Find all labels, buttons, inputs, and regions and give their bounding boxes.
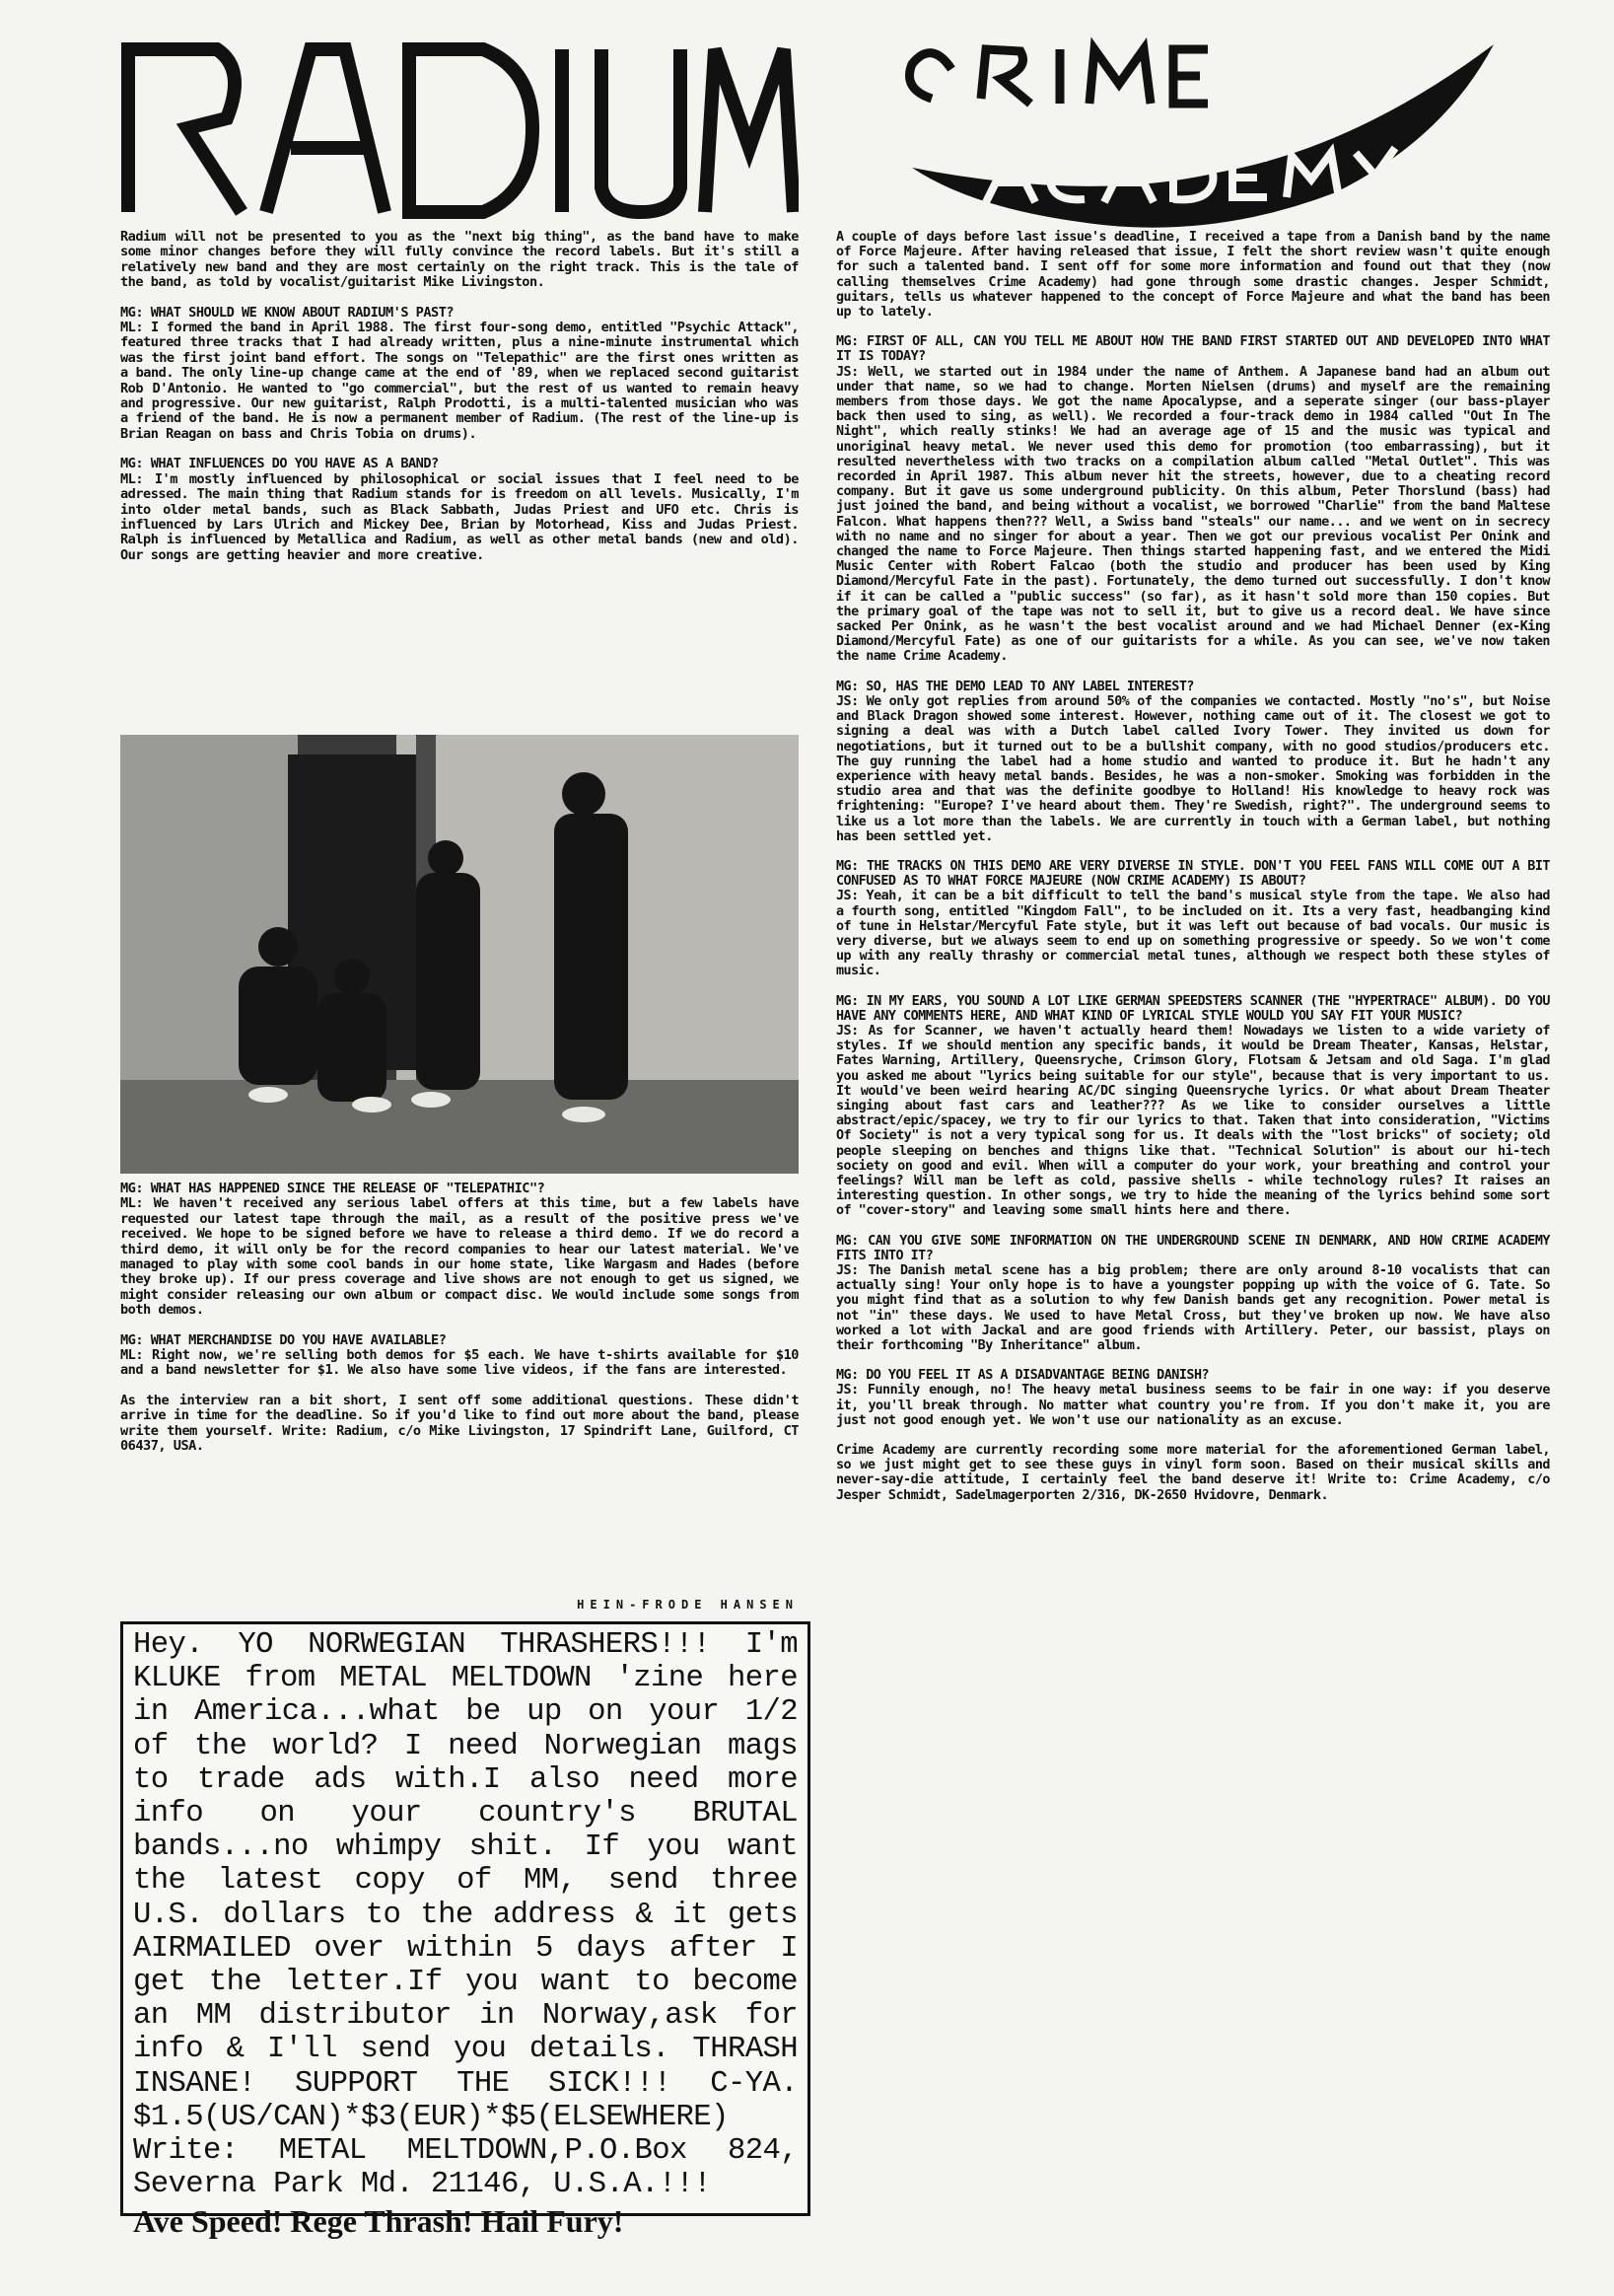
- crime-qa-diverse-style: MG: THE TRACKS ON THIS DEMO ARE VERY DIVERSE IN STYLE. DON'T YOU FEEL FANS WILL COME OUT A BIT CONFUSED AS TO WHAT FORCE MAJEURE (NOW CRIME ACADEMY) IS ABOUT? JS: Yeah, it can be a bit difficult to tell the band's musical style from the tape. We also had a fourth song, entitled "Kingdom Fall", to be included on it. Its a very fast, headbanging kind of tune in Helstar/Mercyful Fate style, but it was left out because of bad vocals. Our music is very diverse, but we always seem to end up on something progressive or speedy. So we won't come up with any really thrashy or commercial metal tunes, although we respect both these styles of music.: [836, 858, 1550, 979]
- ad-slogan: Ave Speed! Rege Thrash! Hail Fury!: [133, 2203, 624, 2240]
- radium-qa-past: MG: WHAT SHOULD WE KNOW ABOUT RADIUM'S PAST? ML: I formed the band in April 1988. The first four-song demo, entitled "Psychic Attack", featured three tracks that I had already written, plus a nine-minute instrumental which was the first joint band effort. The songs on "Telepathic" are the first ones written as a band. The only line-up change came at the end of '89, when we replaced second guitarist Rob D'Antonio. He wanted to "go commercial", but the rest of us wanted to remain heavy and progressive. Our new guitarist, Ralph Prodotti, is a multi-talented musician who was a friend of the band. He is now a permanent member of Radium. (The rest of the line-up is Brian Reagan on bass and Chris Tobia on drums).: [120, 304, 799, 442]
- radium-band-photo: [120, 735, 799, 1174]
- crime-academy-article: [836, 230, 1550, 1518]
- crime-qa-danish-scene: MG: CAN YOU GIVE SOME INFORMATION ON THE UNDERGROUND SCENE IN DENMARK, AND HOW CRIME ACADEMY FITS INTO IT? JS: The Danish metal scene has a big problem; there are only around 8-10 vocalists that can actually sing! Your only hope is to have a youngster popping up with the voice of G. Tate. So you might find that as a solution to why few Danish bands get any recognition. Power metal is not "in" these days. We used to have Metal Cross, but they've broken up now. We have also worked a lot with Jackal and are good friends with Artillery. Peter, our bassist, plays on their forthcoming "By Inheritance" album.: [836, 1233, 1550, 1354]
- crime-academy-logo: [892, 30, 1504, 232]
- crime-intro: A couple of days before last issue's deadline, I received a tape from a Danish band by the name of Force Majeure. After having released that issue, I felt the short review wasn't quite enough for such a talented band. I sent off for some more information and found out that they (now calling themselves Crime Academy) had gone through some drastic changes. Jesper Schmidt, guitars, tells us whatever happened to the concept of Force Majeure and what the band has been up to lately.: [836, 230, 1550, 321]
- radium-logo: [108, 30, 799, 222]
- radium-qa-merchandise: MG: WHAT MERCHANDISE DO YOU HAVE AVAILABLE? ML: Right now, we're selling both demos for $5 each. We have t-shirts available for $10 and a band newsletter for $1. We also have some live videos, if the fans are interested.: [120, 1331, 799, 1379]
- crime-qa-label-interest: MG: SO, HAS THE DEMO LEAD TO ANY LABEL INTEREST? JS: We only got replies from around 50% of the companies we contacted. Mostly "no's", but Noise and Black Dragon showed some interest. However, nothing came out of it. The closest we got to signing a deal was with a Dutch label called Ivory Tower. They invited us down for negotiations, but it turned out to be a bullshit company, with no good studios/producers etc. The guy running the label had a home studio and wanted to produce it. But he hadn't any experience with heavy metal bands. Besides, he was a non-smoker. Smoking was forbidden in the studio area and that was the definite goodbye to Holland! His knowledge to heavy rock was frightening: "Europe? I've heard about them. They're Swedish, right?". The underground seems to like us a lot more than the labels. We are currently in touch with a German label, but nothing has been settled yet.: [836, 679, 1550, 844]
- crime-outro: Crime Academy are currently recording some more material for the aforementioned German label, so we just might get to see these guys in vinyl form soon. Based on their musical skills and never-say-die attitude, I certainly feel the band deserve it! Write to: Crime Academy, c/o Jesper Schmidt, Sadelmagerporten 2/316, DK-2650 Hvidovre, Denmark.: [836, 1443, 1550, 1503]
- author-signature: HEIN-FRODE HANSEN: [577, 1598, 799, 1612]
- metal-meltdown-ad: [120, 1621, 810, 2240]
- radium-article: [120, 230, 799, 578]
- crime-academy-logo-text: CRIME ACADEMY: [892, 30, 900, 31]
- radium-intro: Radium will not be presented to you as the "next big thing", as the band have to make some minor changes before they will fully convince the record labels. But it's still a relatively new band and they are most certainly on the right track. This is the tale of the band, as told by vocalist/guitarist Mike Livingston.: [120, 229, 799, 291]
- crime-qa-history: MG: FIRST OF ALL, CAN YOU TELL ME ABOUT HOW THE BAND FIRST STARTED OUT AND DEVELOPED INTO WHAT IT IS TODAY? JS: Well, we started out in 1984 under the name of Anthem. A Japanese band had an album out under that name, so we had to change. Morten Nielsen (drums) and myself are the remaining members from those days. We got the name Apocalypse, and a seperate singer (our bass-player back then used to sing, as well). We recorded a four-track demo in 1984 called "Out In The Night", which really stinks! We had an average age of 15 and the music was typical and unoriginal heavy metal. We never used this demo for promotion (too embarrassing), but it resulted nevertheless with two tracks on a compilation album called "Metal Outlet". This was recorded in April 1987. This album never hit the streets, however, due to a cheating record company. But it gave us some underground publicity. On this album, Peter Thorslund (bass) had just joined the band, and being without a vocalist, we borrowed "Charlie" from the band Maltese Falcon. What happens then??? Well, a Swiss band "steals" our name... and we went on in secrecy with no name and no singer for about a year. Then we got our previous vocalist Per Onink and changed the name to Force Majeure. Then things started happening fast, and we entered the Midi Music Center with Robert Falcao (both the studio and producer has been used by King Diamond/Mercyful Fate in the past). Fortunately, the demo turned out successfully. I don't know if it can be called a "public success" (so far), as it hasn't sold more than 150 copies. But the primary goal of the tape was not to sell it, but to give us a record deal. We have since sacked Per Onink, as he wasn't the best vocalist around and we had Michael Denner (ex-King Diamond/Mercyful Fate) as one of our guitarists for a while. As you can see, we've now taken the name Crime Academy.: [836, 334, 1550, 665]
- radium-qa-influences: MG: WHAT INFLUENCES DO YOU HAVE AS A BAND? ML: I'm mostly influenced by philosophical or social issues that I feel need to be adressed. The main thing that Radium stands for is freedom on all levels. Musically, I'm into older metal bands, such as Black Sabbath, Judas Priest and UFO etc. Chris is influenced by Lars Ulrich and Mickey Dee, Brian by Motorhead, Kiss and Judas Priest. Ralph is influenced by Metallica and Radium, as well as other metal bands (new and old). Our songs are getting heavier and more creative.: [120, 456, 799, 563]
- ad-text: Hey. YO NORWEGIAN THRASHERS!!! I'm KLUKE from METAL MELTDOWN 'zine here in America...what be up on your 1/2 of the world? I need Norwegian mags to trade ads with.I also need more info on your country's BRUTAL bands...no whimpy shit. If you want the latest copy of MM, send three U.S. dollars to the address & it gets AIRMAILED over within 5 days after I get the letter.If you want to become an MM distributor in Norway,ask for info & I'll send you details. THRASH INSANE! SUPPORT THE SICK!!! C-YA. $1.5(US/CAN)*$3(EUR)*$5(ELSEWHERE) Write: METAL MELTDOWN,P.O.Box 824, Severna Park Md. 21146, U.S.A.!!!: [133, 1628, 798, 2202]
- crime-qa-disadvantage: MG: DO YOU FEEL IT AS A DISADVANTAGE BEING DANISH? JS: Funnily enough, no! The heavy metal business seems to be fair in one way: if you deserve it, you'll break through. No matter what country you're from. If you don't make it, you are just not good enough yet. We won't use our nationality as an excuse.: [836, 1368, 1550, 1428]
- crime-qa-lyrics: MG: IN MY EARS, YOU SOUND A LOT LIKE GERMAN SPEEDSTERS SCANNER (THE "HYPERTRACE" ALBUM). DO YOU HAVE ANY COMMENTS HERE, AND WHAT KIND OF LYRICAL STYLE WOULD YOU SAY FIT YOUR MUSIC? JS: As for Scanner, we haven't actually heard them! Nowadays we listen to a wide variety of styles. If we should mention any specific bands, it would be Dream Theater, Kansas, Helstar, Fates Warning, Artillery, Queensryche, Crimson Glory, Flotsam & Jetsam and old Saga. I'm glad you asked me about "lyrics being suitable for our style", because that is very important to us. It would've been weird hearing AC/DC singing Queensryche lyrics. Or what about Dream Theater singing about fast cars and leather??? As we like to consider ourselves a little abstract/epic/spacey, we try to fir our lyrics to that. Taken that into consideration, "Victims Of Society" is not a very typical song for us. It deals with the "lost bricks" of society; old people sleeping on benches and thigns like that. "Technical Solution" is about our hi-tech society on good and evil. When will a computer do your work, your breathing and control your feelings? Will man be left as cold, passive shells - while technology rules? It raises an interesting question. In other songs, we try to hide the meaning of the lyrics behind some sort of "cover-story" and leaving some small hints here and there.: [836, 993, 1550, 1219]
- radium-qa-since-telepathic: MG: WHAT HAS HAPPENED SINCE THE RELEASE OF "TELEPATHIC"? ML: We haven't received any serious label offers at this time, but a few labels have requested our latest tape through the mail, as a result of the positive press we've received. We hope to be signed before we have to release a third demo. If we do record a third demo, it will only be for the record companies to hear our latest material. We've managed to play with some cool bands in our home state, like Wargasm and Hades (before they broke up). If our press coverage and live shows are not enough to get us signed, we might consider releasing our own album or compact disc. We would include some songs from both demos.: [120, 1181, 799, 1319]
- radium-article-continued: [120, 1182, 799, 1455]
- radium-outro: As the interview ran a bit short, I sent off some additional questions. These didn't arrive in time for the deadline. So if you'd like to find out more about the band, please write them yourself. Write: Radium, c/o Mike Livingston, 17 Spindrift Lane, Guilford, CT 06437, USA.: [120, 1392, 799, 1455]
